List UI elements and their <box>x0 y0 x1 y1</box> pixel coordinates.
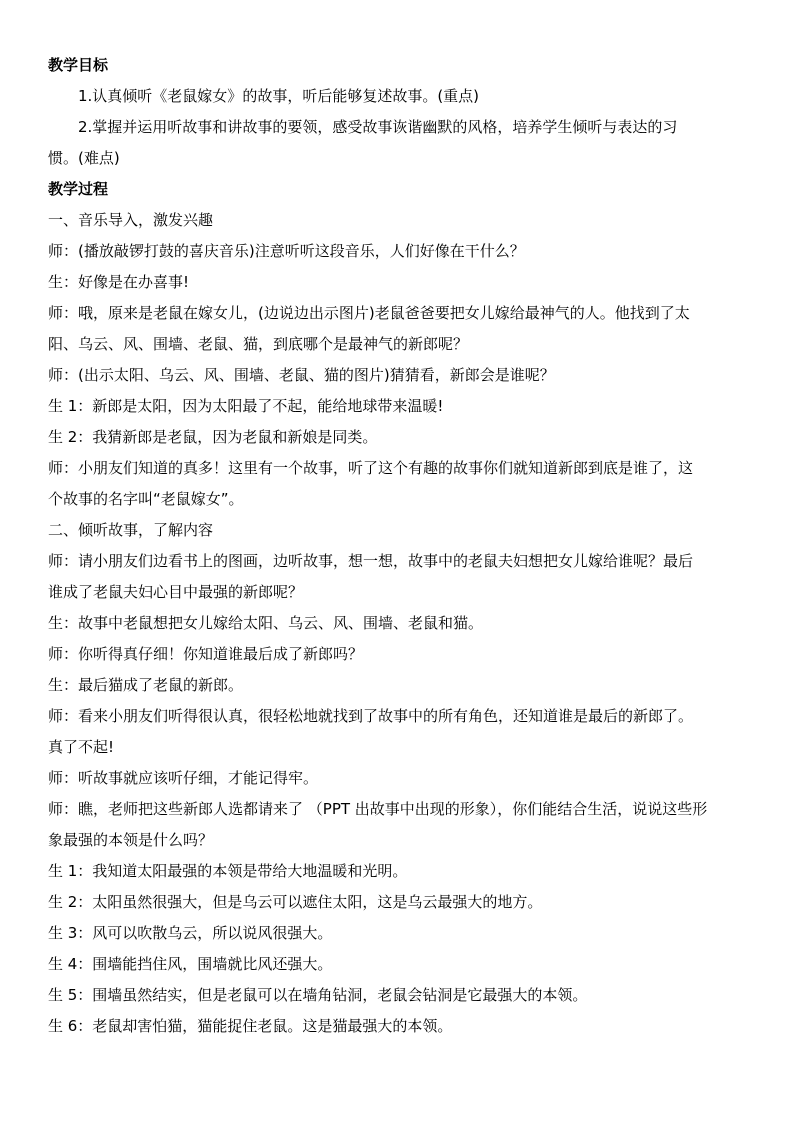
dialogue-line: 师：(播放敲锣打鼓的喜庆音乐)注意听听这段音乐，人们好像在干什么？ <box>48 242 525 260</box>
dialogue-line: 生 6：老鼠却害怕猫，猫能捉住老鼠。这是猫最强大的本领。 <box>48 1017 453 1035</box>
dialogue-line: 生 2：我猜新郎是老鼠，因为老鼠和新娘是同类。 <box>48 428 378 446</box>
dialogue-line: 生 3：风可以吹散乌云，所以说风很强大。 <box>48 924 333 942</box>
subsection-heading-1: 一、音乐导入，激发兴趣 <box>48 211 214 229</box>
dialogue-line: 师：(出示太阳、乌云、风、围墙、老鼠、猫的图片)猜猜看，新郎会是谁呢？ <box>48 366 555 384</box>
dialogue-line: 师：听故事就应该听仔细，才能记得牢。 <box>48 769 319 787</box>
dialogue-line: 生 2：太阳虽然很强大，但是乌云可以遮住太阳，这是乌云最强大的地方。 <box>48 893 543 911</box>
dialogue-line: 师：小朋友们知道的真多！这里有一个故事，听了这个有趣的故事你们就知道新郎到底是谁了，这 <box>48 459 694 477</box>
section-heading-teaching-goals: 教学目标 <box>48 56 109 74</box>
section-heading-teaching-process: 教学过程 <box>48 180 109 198</box>
dialogue-line: 生 5：围墙虽然结实，但是老鼠可以在墙角钻洞，老鼠会钻洞是它最强大的本领。 <box>48 986 588 1004</box>
dialogue-line: 师：你听得真仔细！你知道谁最后成了新郎吗？ <box>48 645 364 663</box>
dialogue-line-continued: 象最强的本领是什么吗？ <box>48 831 214 849</box>
goal-item-1: 1.认真倾听《老鼠嫁女》的故事，听后能够复述故事。(重点) <box>78 87 480 105</box>
subsection-heading-2: 二、倾听故事，了解内容 <box>48 521 214 539</box>
dialogue-line: 生：好像是在办喜事! <box>48 273 190 291</box>
dialogue-line: 师：瞧，老师把这些新郎人选都请来了 （PPT 出故事中出现的形象），你们能结合生活，说说这些形 <box>48 800 708 818</box>
goal-item-2: 2.掌握并运用听故事和讲故事的要领，感受故事诙谐幽默的风格，培养学生倾听与表达的习 <box>78 118 678 136</box>
goal-item-2-continued: 惯。(难点) <box>48 149 120 167</box>
dialogue-line: 生：故事中老鼠想把女儿嫁给太阳、乌云、风、围墙、老鼠和猫。 <box>48 614 484 632</box>
dialogue-line: 师：哦，原来是老鼠在嫁女儿，(边说边出示图片)老鼠爸爸要把女儿嫁给最神气的人。他找到了太 <box>48 304 690 322</box>
dialogue-line: 生 1：新郎是太阳，因为太阳最了不起，能给地球带来温暖! <box>48 397 444 415</box>
dialogue-line: 生 4：围墙能挡住风，围墙就比风还强大。 <box>48 955 333 973</box>
dialogue-line-continued: 谁成了老鼠夫妇心目中最强的新郎呢？ <box>48 583 304 601</box>
dialogue-line-continued: 真了不起! <box>48 738 115 756</box>
dialogue-line-continued: 阳、乌云、风、围墙、老鼠、猫，到底哪个是最神气的新郎呢？ <box>48 335 469 353</box>
dialogue-line: 生 1：我知道太阳最强的本领是带给大地温暖和光明。 <box>48 862 408 880</box>
dialogue-line: 生：最后猫成了老鼠的新郎。 <box>48 676 244 694</box>
dialogue-line: 师：请小朋友们边看书上的图画，边听故事，想一想，故事中的老鼠夫妇想把女儿嫁给谁呢？最后 <box>48 552 694 570</box>
dialogue-line: 师：看来小朋友们听得很认真，很轻松地就找到了故事中的所有角色，还知道谁是最后的新郎了。 <box>48 707 694 725</box>
document-body <box>48 50 748 1042</box>
dialogue-line-continued: 个故事的名字叫“老鼠嫁女”。 <box>48 490 244 508</box>
